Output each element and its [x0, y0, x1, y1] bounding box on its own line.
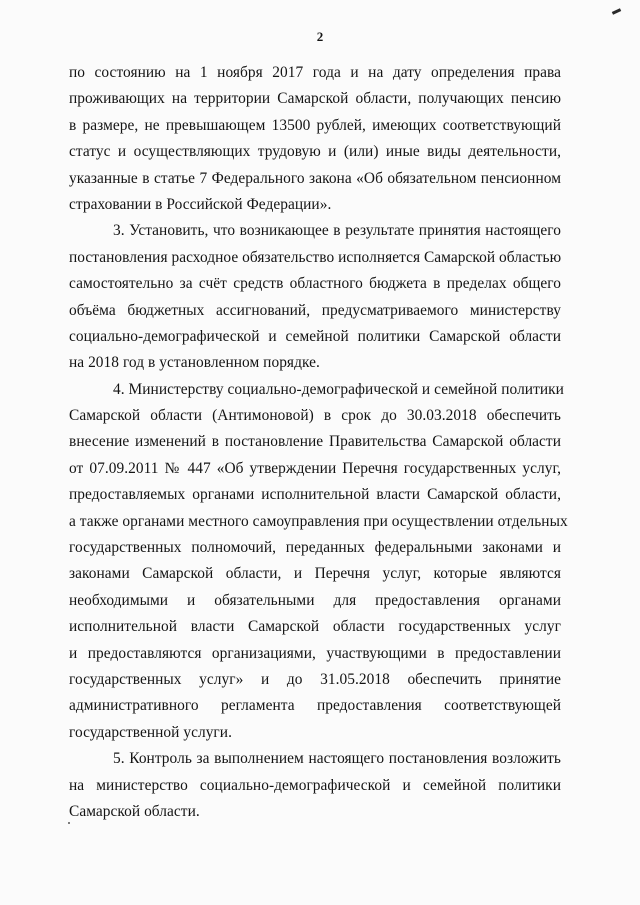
text-line: 5. Контроль за выполнением настоящего постановления возложить: [113, 750, 561, 768]
text-line: указанные в статье 7 Федерального закона «Об обязательном пенсионном: [69, 169, 561, 187]
text-line: и предоставляются организациями, участвующими в предоставлении: [69, 644, 561, 662]
paragraph-5: [69, 746, 561, 825]
text-line: в размере, не превышающем 13500 рублей, имеющих соответствующий: [69, 116, 561, 134]
text-line: административного регламента предоставления соответствующей: [69, 697, 561, 715]
text-line: на 2018 год в установленном порядке.: [69, 354, 320, 372]
page-number: 2: [316, 29, 324, 44]
text-line: постановления расходное обязательство исполняется Самарской областью: [69, 248, 562, 266]
text-line: а также органами местного самоуправления при осуществлении отдельных: [69, 512, 568, 530]
text-line: Самарской области (Антимоновой) в срок до 30.03.2018 обеспечить: [69, 407, 561, 425]
scan-dot: [68, 822, 70, 824]
text-line: предоставляемых органами исполнительной власти Самарской области,: [69, 486, 561, 504]
text-line: по состоянию на 1 ноября 2017 года и на дату определения права: [69, 64, 561, 81]
document-body: [69, 60, 568, 825]
scan-mark: [612, 8, 621, 15]
text-line: Самарской области.: [69, 802, 200, 820]
text-line: государственной услуги.: [69, 723, 232, 741]
text-line: самостоятельно за счёт средств областного бюджета в пределах общего: [69, 275, 561, 293]
text-line: законами Самарской области, и Перечня услуг, которые являются: [69, 565, 561, 583]
text-line: социально-демографической и семейной политики Самарской области: [69, 327, 561, 345]
text-line: объёма бюджетных ассигнований, предусматриваемого министерству: [69, 301, 561, 319]
text-line: 3. Установить, что возникающее в результате принятия настоящего: [113, 222, 561, 240]
paragraph-4: [69, 377, 568, 746]
text-line: 4. Министерству социально-демографической и семейной политики: [113, 380, 564, 398]
paragraph-continuation: [69, 60, 561, 218]
text-line: внесение изменений в постановление Правительства Самарской области: [69, 433, 561, 451]
text-line: от 07.09.2011 № 447 «Об утверждении Перечня государственных услуг,: [69, 459, 561, 477]
text-line: исполнительной власти Самарской области государственных услуг: [69, 618, 561, 636]
text-line: государственных услуг» и до 31.05.2018 обеспечить принятие: [69, 670, 561, 688]
paragraph-3: [69, 218, 561, 376]
text-line: необходимыми и обязательными для предоставления органами: [69, 591, 561, 609]
text-line: проживающих на территории Самарской области, получающих пенсию: [69, 90, 561, 108]
text-line: статус и осуществляющих трудовую и (или) иные виды деятельности,: [69, 143, 561, 161]
text-line: на министерство социально-демографической и семейной политики: [69, 776, 561, 794]
text-line: государственных полномочий, переданных федеральными законами и: [69, 539, 561, 557]
text-line: страховании в Российской Федерации».: [69, 195, 332, 213]
